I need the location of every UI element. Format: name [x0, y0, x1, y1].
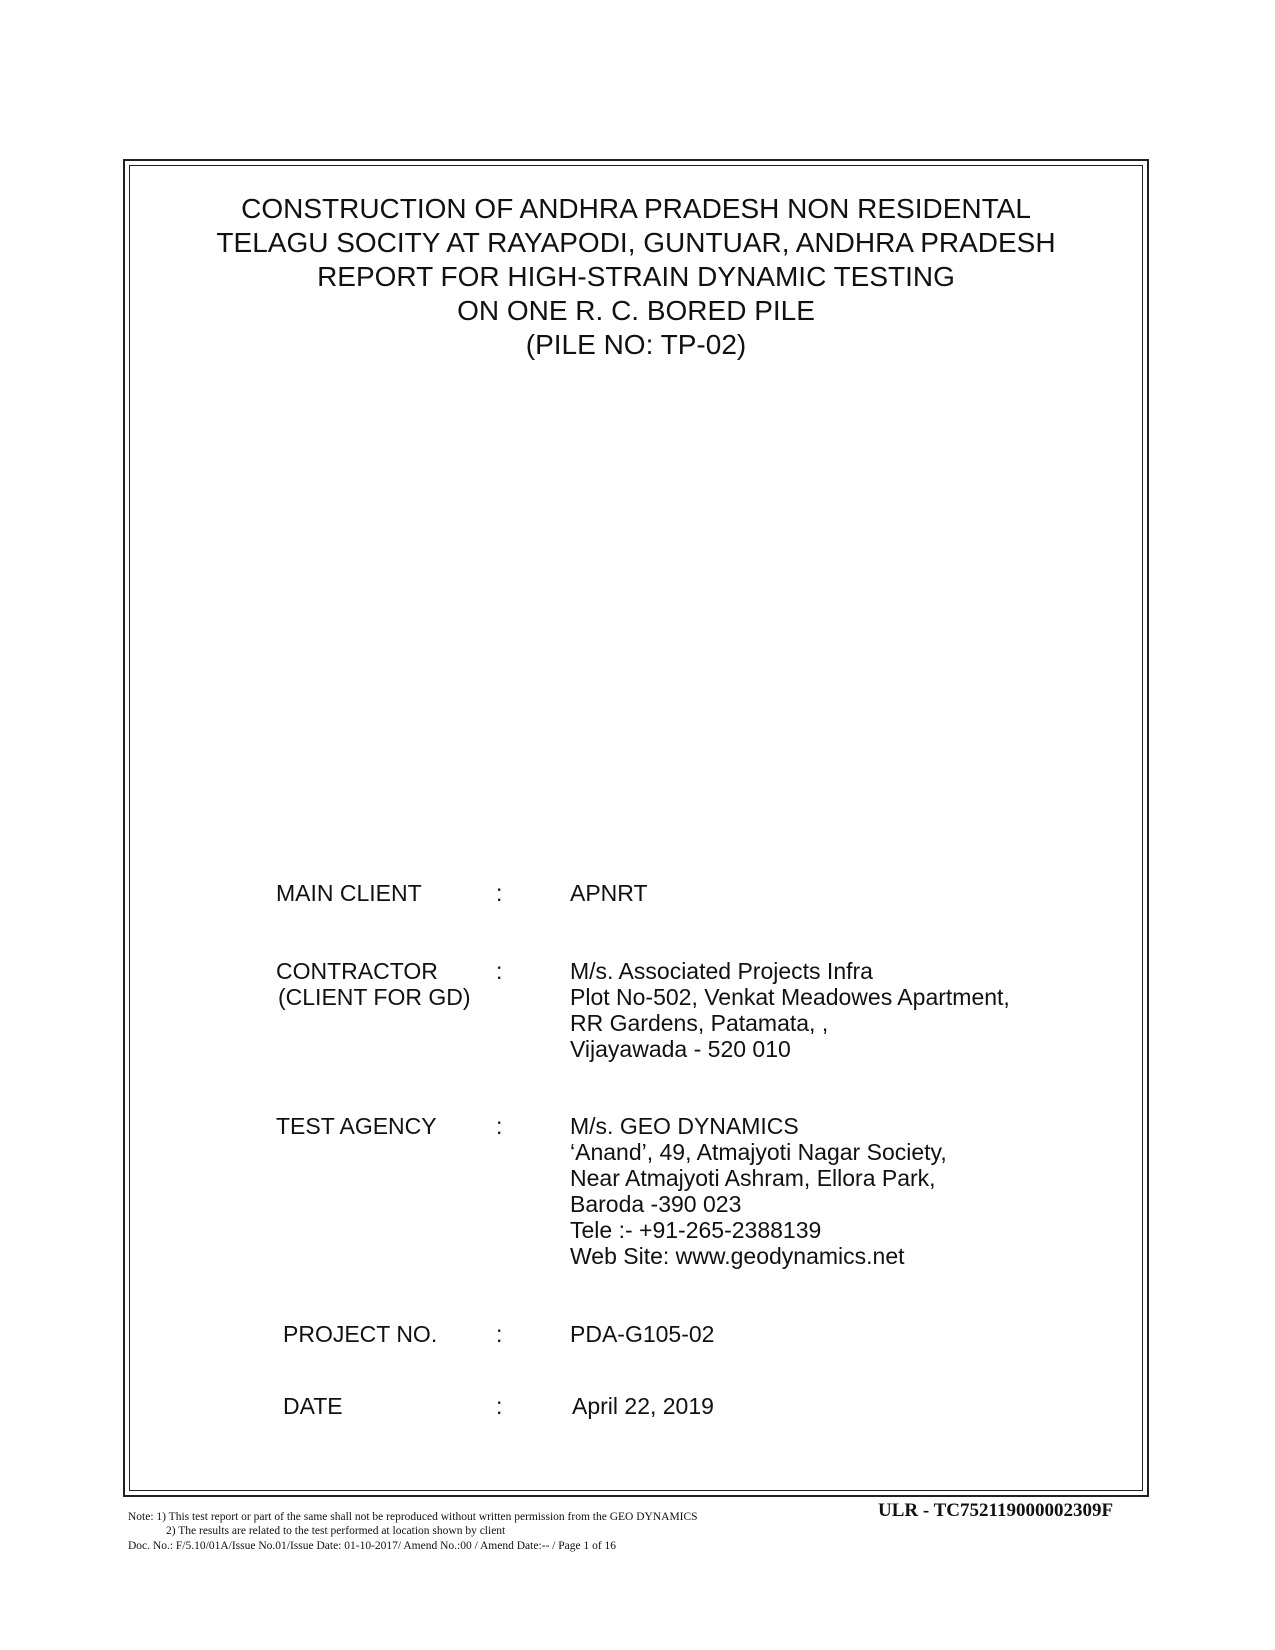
contractor-label: CONTRACTOR [276, 958, 438, 984]
title-line: (PILE NO: TP-02) [525, 329, 747, 360]
report-cover-frame [123, 159, 1149, 1497]
title-line: TELAGU SOCITY AT RAYAPODI, GUNTUAR, ANDHRA PRADESH [216, 227, 1056, 258]
test-agency-line: Web Site: www.geodynamics.net [570, 1243, 905, 1269]
contractor-line: M/s. Associated Projects Infra [570, 958, 873, 984]
footer-doc-info: Doc. No.: F/5.10/01A/Issue No.01/Issue Date: 01-10-2017/ Amend No.:00 / Amend Date:-- / Page 1 of 16 [128, 1540, 617, 1552]
test-agency-line: M/s. GEO DYNAMICS [570, 1113, 799, 1139]
title-line: REPORT FOR HIGH-STRAIN DYNAMIC TESTING [317, 261, 955, 292]
title-line: ON ONE R. C. BORED PILE [457, 295, 815, 326]
contractor-line: Vijayawada - 520 010 [570, 1036, 791, 1062]
contractor-sublabel: (CLIENT FOR GD) [278, 984, 471, 1010]
main-client-colon: : [496, 880, 503, 906]
test-agency-label: TEST AGENCY [276, 1113, 437, 1139]
contractor-line: Plot No-502, Venkat Meadowes Apartment, [570, 984, 1010, 1010]
contractor-line: RR Gardens, Patamata, , [570, 1010, 829, 1036]
footer-note-line-2: 2) The results are related to the test performed at location shown by client [166, 1525, 506, 1537]
report-title [130, 192, 1142, 362]
title-line: CONSTRUCTION OF ANDHRA PRADESH NON RESIDENTAL [241, 193, 1031, 224]
date-value: April 22, 2019 [572, 1393, 714, 1419]
test-agency-colon: : [496, 1113, 503, 1139]
test-agency-line: ‘Anand’, 49, Atmajyoti Nagar Society, [570, 1139, 947, 1165]
date-colon: : [496, 1393, 503, 1419]
project-no-label: PROJECT NO. [283, 1321, 438, 1347]
main-client-label: MAIN CLIENT [276, 880, 422, 906]
project-no-colon: : [496, 1321, 503, 1347]
report-cover-inner-border [129, 165, 1143, 1491]
test-agency-line: Near Atmajyoti Ashram, Ellora Park, [570, 1165, 936, 1191]
contractor-colon: : [496, 958, 503, 984]
project-no-value: PDA-G105-02 [570, 1321, 715, 1347]
test-agency-line: Baroda -390 023 [570, 1191, 742, 1217]
ulr-number: ULR - TC752119000002309F [878, 1500, 1114, 1521]
footer-note-line-1: Note: 1) This test report or part of the same shall not be reproduced without written permission from the GEO DYNAMICS [128, 1511, 698, 1523]
main-client-value: APNRT [570, 880, 648, 906]
test-agency-line: Tele :- +91-265-2388139 [570, 1217, 822, 1243]
date-label: DATE [283, 1393, 343, 1419]
